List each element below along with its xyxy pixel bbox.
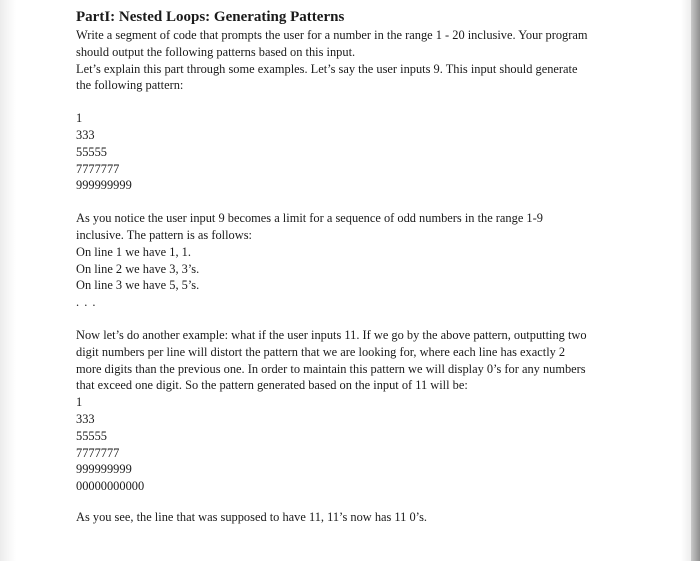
intro-line: Write a segment of code that prompts the user for a number in the range 1 - 20 inclusive. Your program: [76, 28, 588, 42]
pattern-line: 999999999: [76, 178, 132, 193]
example2-line: more digits than the previous one. In order to maintain this pattern we will display 0’s for any numbers: [76, 361, 586, 376]
pattern-line: 999999999: [76, 462, 132, 477]
explanation-line: On line 3 we have 5, 5’s.: [76, 278, 200, 293]
explanation-line: inclusive. The pattern is as follows:: [76, 227, 252, 242]
pattern-line: 1: [76, 395, 83, 410]
example2-line: Now let’s do another example: what if the user inputs 11. If we go by the above pattern, outputting two: [76, 327, 587, 342]
explanation-line: On line 1 we have 1, 1.: [76, 244, 191, 259]
explanation-paragraph: [76, 210, 636, 311]
example2-line: that exceed one digit. So the pattern generated based on the input of 11 will be:: [76, 378, 468, 393]
explanation-line: On line 2 we have 3, 3’s.: [76, 261, 200, 276]
section-title: PartI: Nested Loops: Generating Patterns: [76, 9, 345, 25]
intro-line: Let’s explain this part through some examples. Let’s say the user inputs 9. This input should generate: [76, 61, 578, 76]
conclusion-paragraph: As you see, the line that was supposed to have 11, 11’s now has 11 0’s.: [76, 509, 428, 524]
intro-paragraph: [76, 27, 636, 94]
page-right-shade: [681, 0, 691, 561]
pattern-line: 333: [76, 127, 95, 142]
spacer: [76, 194, 636, 210]
pattern-block-input-9: [76, 110, 636, 194]
pattern-line: 1: [76, 111, 83, 126]
ellipsis: . . .: [76, 295, 97, 310]
spacer: [76, 94, 636, 110]
example2-line: digit numbers per line will distort the pattern that we are looking for, where each line has exactly 2: [76, 344, 566, 359]
spacer: [76, 495, 636, 509]
pattern-line: 00000000000: [76, 479, 145, 494]
intro-line: the following pattern:: [76, 78, 184, 93]
scroll-edge-bar: [691, 0, 700, 561]
pattern-line: 55555: [76, 428, 107, 443]
spacer: [76, 311, 636, 327]
pattern-block-input-11: [76, 394, 636, 495]
example2-paragraph: [76, 327, 636, 394]
explanation-line: As you notice the user input 9 becomes a limit for a sequence of odd numbers in the range 1-9: [76, 211, 543, 226]
pattern-line: 7777777: [76, 445, 120, 460]
pattern-line: 333: [76, 411, 95, 426]
document-page: [76, 8, 636, 526]
page-left-shadow: [0, 0, 16, 561]
pattern-line: 7777777: [76, 161, 120, 176]
intro-line: should output the following patterns based on this input.: [76, 44, 356, 59]
pattern-line: 55555: [76, 144, 107, 159]
